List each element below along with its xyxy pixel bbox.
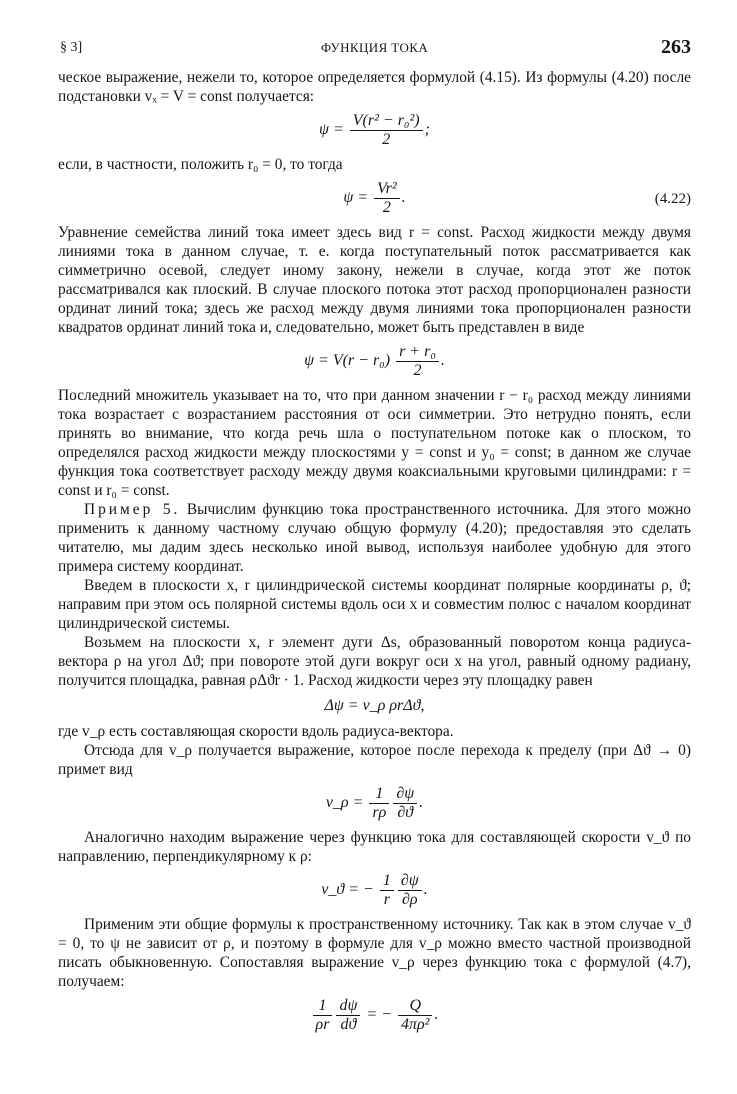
eq3-numerator: r + r₀ [396,343,439,362]
eq5-numerator-1: 1 [369,785,389,804]
equation-3 [58,343,691,380]
eq5-lhs: v_ρ = [325,794,368,812]
eq1-numerator: V(r² − r₀²) [350,112,423,131]
eq6-fraction-1 [380,872,394,909]
eq5-tail: . [419,794,424,812]
equation-4 [58,696,691,716]
eq2-numerator: Vr² [374,180,400,199]
section-marker: § 3] [60,40,83,55]
eq5-numerator-2: ∂ψ [393,785,417,804]
eq6-numerator-2: ∂ψ [398,872,422,891]
eq7-fraction-2 [336,997,360,1034]
example-body: Вычислим функцию тока пространственного источника. Для этого можно применить к данному частному случаю общую формулу (4.20); предоставляя это сделать читателю, мы дадим здесь несколько иной вывод, используя наиболее удобную для этого примера систему координат. [58,501,692,575]
eq1-fraction [350,112,423,149]
eq2-tail: . [401,189,406,207]
equation-1 [58,112,691,149]
eq3-fraction [396,343,439,380]
eq6-fraction-2 [398,872,422,909]
eq7-numerator-3: Q [398,997,433,1016]
equation-2 [58,180,691,217]
eq7-numerator-1: 1 [313,997,333,1016]
eq2-denominator: 2 [382,199,391,216]
paragraph-11: Применим эти общие формулы к пространственному источнику. Так как в этом случае v_ϑ = 0, то ψ не зависит от ρ, и поэтому в формуле для v_ρ можно вместо частной производной писать обыкновенную. Сопоставляя выражение v_ρ через функцию тока с формулой (4.7), получаем: [58,916,691,990]
eq1-denominator: 2 [382,131,391,148]
paragraph-9: Отсюда для v_ρ получается выражение, которое после перехода к пределу (при Δϑ → 0) примет вид [58,742,691,778]
eq6-lhs: v_ϑ = − [321,881,378,899]
equation-number: (4.22) [654,190,691,207]
eq6-numerator-1: 1 [380,872,394,891]
eq3-lhs: ψ = V(r − r₀) [304,352,395,370]
paragraph-5 [58,500,691,576]
eq1-lhs: ψ = [319,121,348,139]
example-heading: Пример 5. [84,501,181,518]
chapter-title: ФУНКЦИЯ ТОКА [320,40,429,55]
eq2-lhs: ψ = [343,189,373,207]
eq5-fraction-2 [393,785,417,822]
paragraph-10: Аналогично находим выражение через функцию тока для составляющей скорости v_ϑ по направлению, перпендикулярному к ρ: [58,829,691,865]
eq7-fraction-3 [398,997,433,1034]
paragraph-1: ческое выражение, нежели то, которое определяется формулой (4.15). Из формулы (4.20) после подстановки vₓ = V = const получается: [58,69,691,105]
eq7-denominator-2: dϑ [340,1016,357,1033]
running-header [58,30,691,68]
eq3-tail: . [440,352,445,370]
eq7-denominator-3: 4πρ² [400,1016,430,1033]
eq7-middle: = − [362,1006,396,1024]
eq5-fraction-1 [369,785,389,822]
eq7-tail: . [434,1006,439,1024]
eq6-tail: . [423,881,428,899]
eq6-denominator-2: ∂ρ [401,891,418,908]
paragraph-4: Последний множитель указывает на то, что при данном значении r − r₀ расход между линиями тока возрастает с возрастанием расстояния от оси симметрии. Это нетрудно понять, если принять во внимание, что когда речь шла о поступательном потоке как о плоском, то определялся расход жидкости между плоскостями y = const и y₀ = const; в данном же случае функция тока соответствует расходу между двумя коаксиальными круговыми цилиндрами: r = const и r₀ = const. [58,387,691,499]
eq3-denominator: 2 [413,362,422,379]
eq4-body: Δψ = v_ρ ρrΔϑ, [324,697,425,714]
eq7-denominator-1: ρr [315,1016,330,1033]
paragraph-6: Введем в плоскости x, r цилиндрической системы координат полярные координаты ρ, ϑ; направим при этом ось полярной системы вдоль оси x и совместим полюс с началом координат цилиндрической системы. [58,577,691,632]
equation-6 [58,872,691,909]
paragraph-2: если, в частности, положить r₀ = 0, то тогда [58,156,343,173]
eq7-fraction-1 [313,997,333,1034]
paragraph-7: Возьмем на плоскости x, r элемент дуги Δs, образованный поворотом конца радиуса-вектора ρ на угол Δϑ; при повороте этой дуги вокруг оси x на угол, равный одному радиану, получится площадка, равная ρΔϑr · 1. Расход жидкости через эту площадку равен [58,634,691,689]
page-number: 263 [661,36,691,58]
paragraph-3: Уравнение семейства линий тока имеет здесь вид r = const. Расход жидкости между двумя линиями тока в данном случае, т. е. когда поступательный поток рассматривается как симметрично осевой, следует иному закону, нежели в случае, когда этот же поток рассматривался как плоский. В случае плоского потока этот расход пропорционален разности ординат линий тока; здесь же расход между двумя линиями тока пропорционален разности квадратов ординат линий тока и, следовательно, может быть представлен в виде [58,224,691,336]
equation-7 [58,997,691,1034]
eq1-tail: ; [424,121,430,139]
eq6-denominator-1: r [383,891,390,908]
eq7-numerator-2: dψ [336,997,360,1016]
eq5-denominator-1: rρ [372,804,387,821]
paragraph-8: где v_ρ есть составляющая скорости вдоль радиуса-вектора. [58,723,454,740]
eq5-denominator-2: ∂ϑ [397,804,414,821]
eq2-fraction [374,180,400,217]
equation-5 [58,785,691,822]
